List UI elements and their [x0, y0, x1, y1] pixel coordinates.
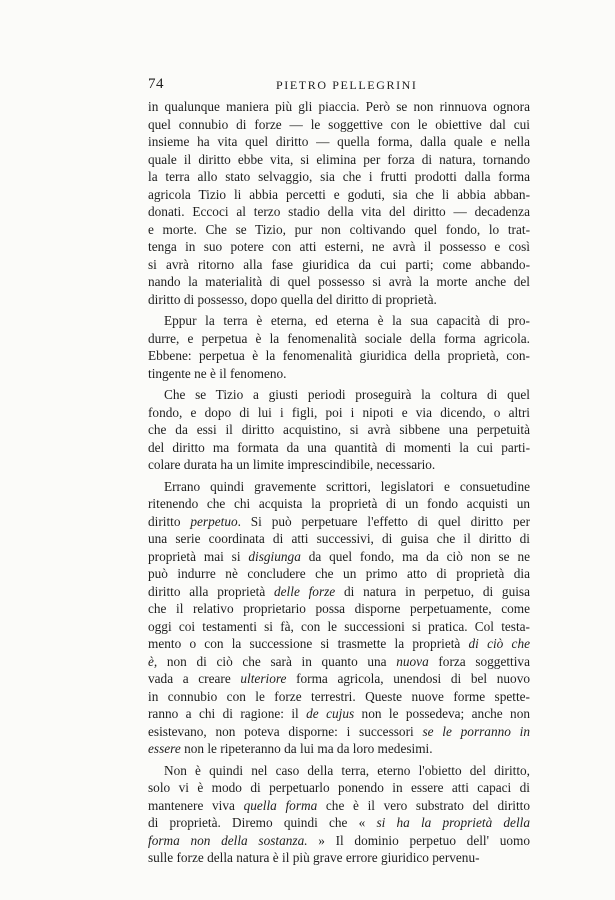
- paragraph: [148, 762, 530, 867]
- paragraph: [148, 98, 530, 308]
- text-line: tenga in suo potere con atti esterni, ne avrà il possesso e così: [148, 239, 530, 254]
- text-line: sulle forze della natura è il più grave errore giuridico pervenu-: [148, 850, 480, 865]
- text-line: quel connubio di forze — le soggettive con le obiettive dal cui: [148, 116, 530, 132]
- text-line: tingente ne è il fenomeno.: [148, 365, 287, 381]
- running-head: [148, 76, 530, 96]
- text-line: Errano quindi gravemente scrittori, legislatori e consuetudine: [164, 478, 530, 494]
- text-line: di proprietà. Diremo quindi che « si ha la proprietà della: [148, 815, 530, 830]
- text-line: mento o con la successione si trasmette la proprietà di ciò che: [148, 636, 530, 651]
- text-line: diritto perpetuo. Si può perpetuare l'effetto di quel diritto per: [148, 513, 530, 529]
- text-line: che da essi il diritto acquistino, si avrà sibbene una perpetuità: [148, 422, 530, 437]
- text-line: diritto di possesso, dopo quella del diritto di proprietà.: [148, 291, 437, 307]
- text-line: insieme ha vita quel diritto — quella forma, dalla quale e nella: [148, 134, 530, 149]
- text-line: in connubio con le forze terrestri. Queste nuove forme spette-: [148, 688, 530, 704]
- text-line: può indurre nè concludere che un primo atto di proprietà dia: [148, 566, 530, 581]
- page-number: 74: [148, 76, 164, 92]
- text-line: essere non le ripeteranno da lui ma da loro medesimi.: [148, 741, 433, 756]
- text-line: Ebbene: perpetua è la fenomenalità giuridica della proprietà, con-: [148, 348, 530, 363]
- text-line: proprietà mai si disgiunga da quel fondo, ma da ciò non se ne: [148, 548, 530, 564]
- paragraph: [148, 478, 530, 758]
- text-line: fondo, e dopo di lui i figli, poi i nipoti e via dicendo, o altri: [148, 404, 530, 420]
- body-text: [148, 98, 530, 871]
- text-line: ranno a chi di ragione: il de cujus non le possedeva; anche non: [148, 706, 530, 721]
- text-line: Non è quindi nel caso della terra, eterno l'obietto del diritto,: [164, 762, 530, 778]
- text-line: colare durata ha un limite imprescindibile, necessario.: [148, 457, 436, 472]
- text-line: quale il diritto ebbe vita, si elimina per forza di natura, tornando: [148, 151, 530, 167]
- text-line: agricola Tizio li abbia percetti e goduti, sia che li abbia abban-: [148, 186, 530, 202]
- text-line: del diritto ma formata da una quantità di momenti la cui parti-: [148, 439, 530, 455]
- text-line: si avrà ritorno alla fase giuridica da cui parti; come abbando-: [148, 256, 530, 272]
- text-line: mantenere viva quella forma che è il vero substrato del diritto: [148, 797, 530, 813]
- text-line: durre, e perpetua è la fenomenalità sociale della forma agricola.: [148, 330, 530, 346]
- paragraph: [148, 312, 530, 382]
- text-line: vada a creare ulteriore forma agricola, unendosi di bel nuovo: [148, 671, 530, 686]
- text-line: forma non della sostanza. » Il dominio perpetuo dell' uomo: [148, 832, 530, 848]
- text-line: Che se Tizio a giusti periodi proseguirà la coltura di quel: [164, 387, 530, 402]
- text-line: che il relativo proprietario possa disporne perpetuamente, come: [148, 601, 530, 616]
- running-title: PIETRO PELLEGRINI: [276, 78, 418, 92]
- text-line: solo vi è modo di perpetuarlo ponendo in essere atti capaci di: [148, 780, 530, 795]
- text-line: esistevano, non poteva disporne: i successori se le porranno in: [148, 723, 530, 739]
- text-line: e morte. Che se Tizio, pur non coltivando quel fondo, lo trat-: [148, 221, 530, 237]
- text-line: ritenendo che chi acquista la proprietà di un fondo acquisti un: [148, 496, 530, 511]
- text-line: nando la materialità di quel possesso si avrà la morte anche del: [148, 274, 530, 289]
- text-line: è, non di ciò che sarà in quanto una nuova forza soggettiva: [148, 653, 530, 669]
- text-line: in qualunque maniera più gli piaccia. Però se non rinnuova ognora: [148, 99, 530, 114]
- text-line: diritto alla proprietà delle forze di natura in perpetuo, di guisa: [148, 583, 530, 599]
- text-line: Eppur la terra è eterna, ed eterna è la sua capacità di pro-: [164, 313, 530, 328]
- text-line: oggi coi testamenti si fà, con le successioni si pratica. Col testa-: [148, 618, 530, 634]
- text-line: la terra allo stato selvaggio, sia che i frutti prodotti dalla forma: [148, 169, 530, 184]
- paragraph: [148, 386, 530, 474]
- text-line: donati. Eccoci al terzo stadio della vita del diritto — decadenza: [148, 204, 530, 219]
- text-line: una serie coordinata di atti successivi, di guisa che il diritto di: [148, 531, 530, 546]
